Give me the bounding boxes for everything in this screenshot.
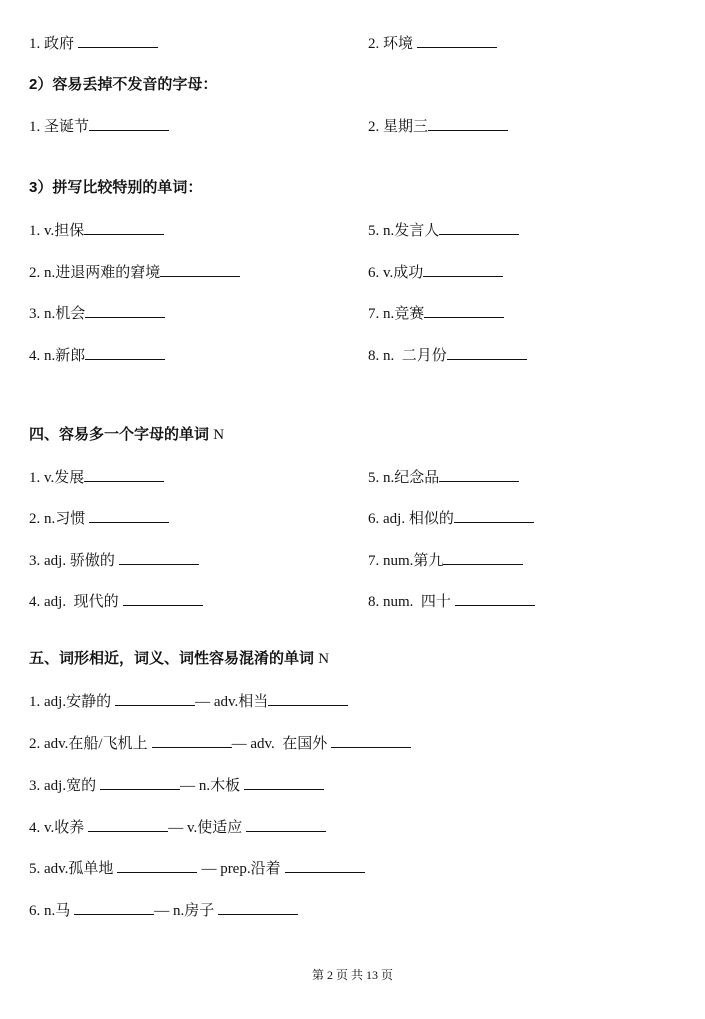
question-item	[29, 262, 240, 283]
pair-label: — n.房子	[154, 903, 215, 919]
item-label: 1. v.担保	[29, 223, 85, 239]
item-label: 4. n.新郎	[29, 348, 86, 364]
answer-blank[interactable]	[117, 858, 197, 873]
answer-blank[interactable]	[439, 467, 519, 482]
item-label: 3. n.机会	[29, 306, 86, 322]
answer-blank[interactable]	[244, 775, 324, 790]
question-item	[368, 345, 527, 366]
answer-blank[interactable]	[74, 900, 154, 915]
section-heading	[29, 649, 329, 669]
answer-blank[interactable]	[246, 817, 326, 832]
item-label: 1. v.发展	[29, 470, 85, 486]
item-label: 6. adj. 相似的	[368, 511, 454, 527]
pair-label: — v.使适应	[168, 820, 243, 836]
question-item	[29, 220, 164, 241]
answer-blank[interactable]	[218, 900, 298, 915]
item-label: 5. n.发言人	[368, 223, 440, 239]
answer-blank[interactable]	[455, 591, 535, 606]
question-pair-item	[29, 858, 365, 879]
heading-suffix: N	[213, 427, 225, 443]
item-label: 3. adj.宽的	[29, 778, 97, 794]
question-item	[29, 345, 165, 366]
answer-blank[interactable]	[85, 303, 165, 318]
question-item	[368, 550, 523, 571]
item-label: 5. n.纪念品	[368, 470, 440, 486]
answer-blank[interactable]	[439, 220, 519, 235]
answer-blank[interactable]	[160, 262, 240, 277]
question-item	[29, 550, 199, 571]
answer-blank[interactable]	[152, 733, 232, 748]
answer-blank[interactable]	[119, 550, 199, 565]
answer-blank[interactable]	[85, 345, 165, 360]
question-item	[368, 303, 504, 324]
heading-text: 五、词形相近，词义、词性容易混淆的单词	[29, 650, 315, 667]
answer-blank[interactable]	[100, 775, 180, 790]
item-label: 5. adv.孤单地	[29, 861, 114, 877]
answer-blank[interactable]	[89, 116, 169, 131]
answer-blank[interactable]	[115, 691, 195, 706]
section-heading: 3）拼写比较特别的单词：	[29, 179, 203, 196]
item-label: 3. adj. 骄傲的	[29, 553, 115, 569]
pair-label: — n.木板	[180, 778, 241, 794]
question-pair-item	[29, 775, 324, 796]
section-heading: 2）容易丢掉不发音的字母：	[29, 76, 218, 93]
answer-blank[interactable]	[423, 262, 503, 277]
item-label: 2. n.习惯	[29, 511, 86, 527]
item-label: 2. 星期三	[368, 119, 429, 135]
pair-label: — adv. 在国外	[231, 736, 328, 752]
answer-blank[interactable]	[84, 220, 164, 235]
pair-label: — adv.相当	[195, 694, 269, 710]
item-label: 4. adj. 现代的	[29, 594, 119, 610]
question-item	[29, 508, 169, 529]
answer-blank[interactable]	[88, 817, 168, 832]
item-label: 1. 政府	[29, 36, 75, 52]
item-label: 7. num.第九	[368, 553, 444, 569]
item-label: 2. n.进退两难的窘境	[29, 265, 161, 281]
question-pair-item	[29, 691, 348, 712]
question-pair-item	[29, 733, 411, 754]
section-heading	[29, 425, 224, 445]
item-label: 1. 圣诞节	[29, 119, 90, 135]
heading-text: 四、容易多一个字母的单词	[29, 426, 210, 443]
answer-blank[interactable]	[89, 508, 169, 523]
question-item	[29, 116, 169, 137]
answer-blank[interactable]	[84, 467, 164, 482]
answer-blank[interactable]	[285, 858, 365, 873]
question-item	[29, 303, 165, 324]
item-label: 8. n. 二月份	[368, 348, 447, 364]
question-item	[368, 262, 503, 283]
question-item	[29, 467, 164, 488]
answer-blank[interactable]	[424, 303, 504, 318]
question-item	[368, 116, 508, 137]
question-pair-item	[29, 900, 298, 921]
page-number-footer: 第 2 页 共 13 页	[311, 968, 393, 982]
answer-blank[interactable]	[268, 691, 348, 706]
item-label: 4. v.收养	[29, 820, 85, 836]
item-label: 1. adj.安静的	[29, 694, 112, 710]
item-label: 2. adv.在船/飞机上	[29, 736, 148, 752]
item-label: 2. 环境	[368, 36, 414, 52]
pair-label: — prep.沿着	[201, 861, 281, 877]
question-item	[368, 591, 535, 612]
question-pair-item	[29, 817, 326, 838]
item-label: 6. v.成功	[368, 265, 424, 281]
question-item	[368, 220, 519, 241]
answer-blank[interactable]	[443, 550, 523, 565]
question-item	[368, 467, 519, 488]
item-label: 6. n.马	[29, 903, 71, 919]
question-item	[29, 591, 203, 612]
question-item	[29, 33, 158, 54]
answer-blank[interactable]	[331, 733, 411, 748]
answer-blank[interactable]	[428, 116, 508, 131]
answer-blank[interactable]	[123, 591, 203, 606]
answer-blank[interactable]	[78, 33, 158, 48]
heading-suffix: N	[318, 651, 330, 667]
answer-blank[interactable]	[417, 33, 497, 48]
answer-blank[interactable]	[447, 345, 527, 360]
question-item	[368, 33, 497, 54]
item-label: 7. n.竞赛	[368, 306, 425, 322]
question-item	[368, 508, 534, 529]
item-label: 8. num. 四十	[368, 594, 451, 610]
answer-blank[interactable]	[454, 508, 534, 523]
